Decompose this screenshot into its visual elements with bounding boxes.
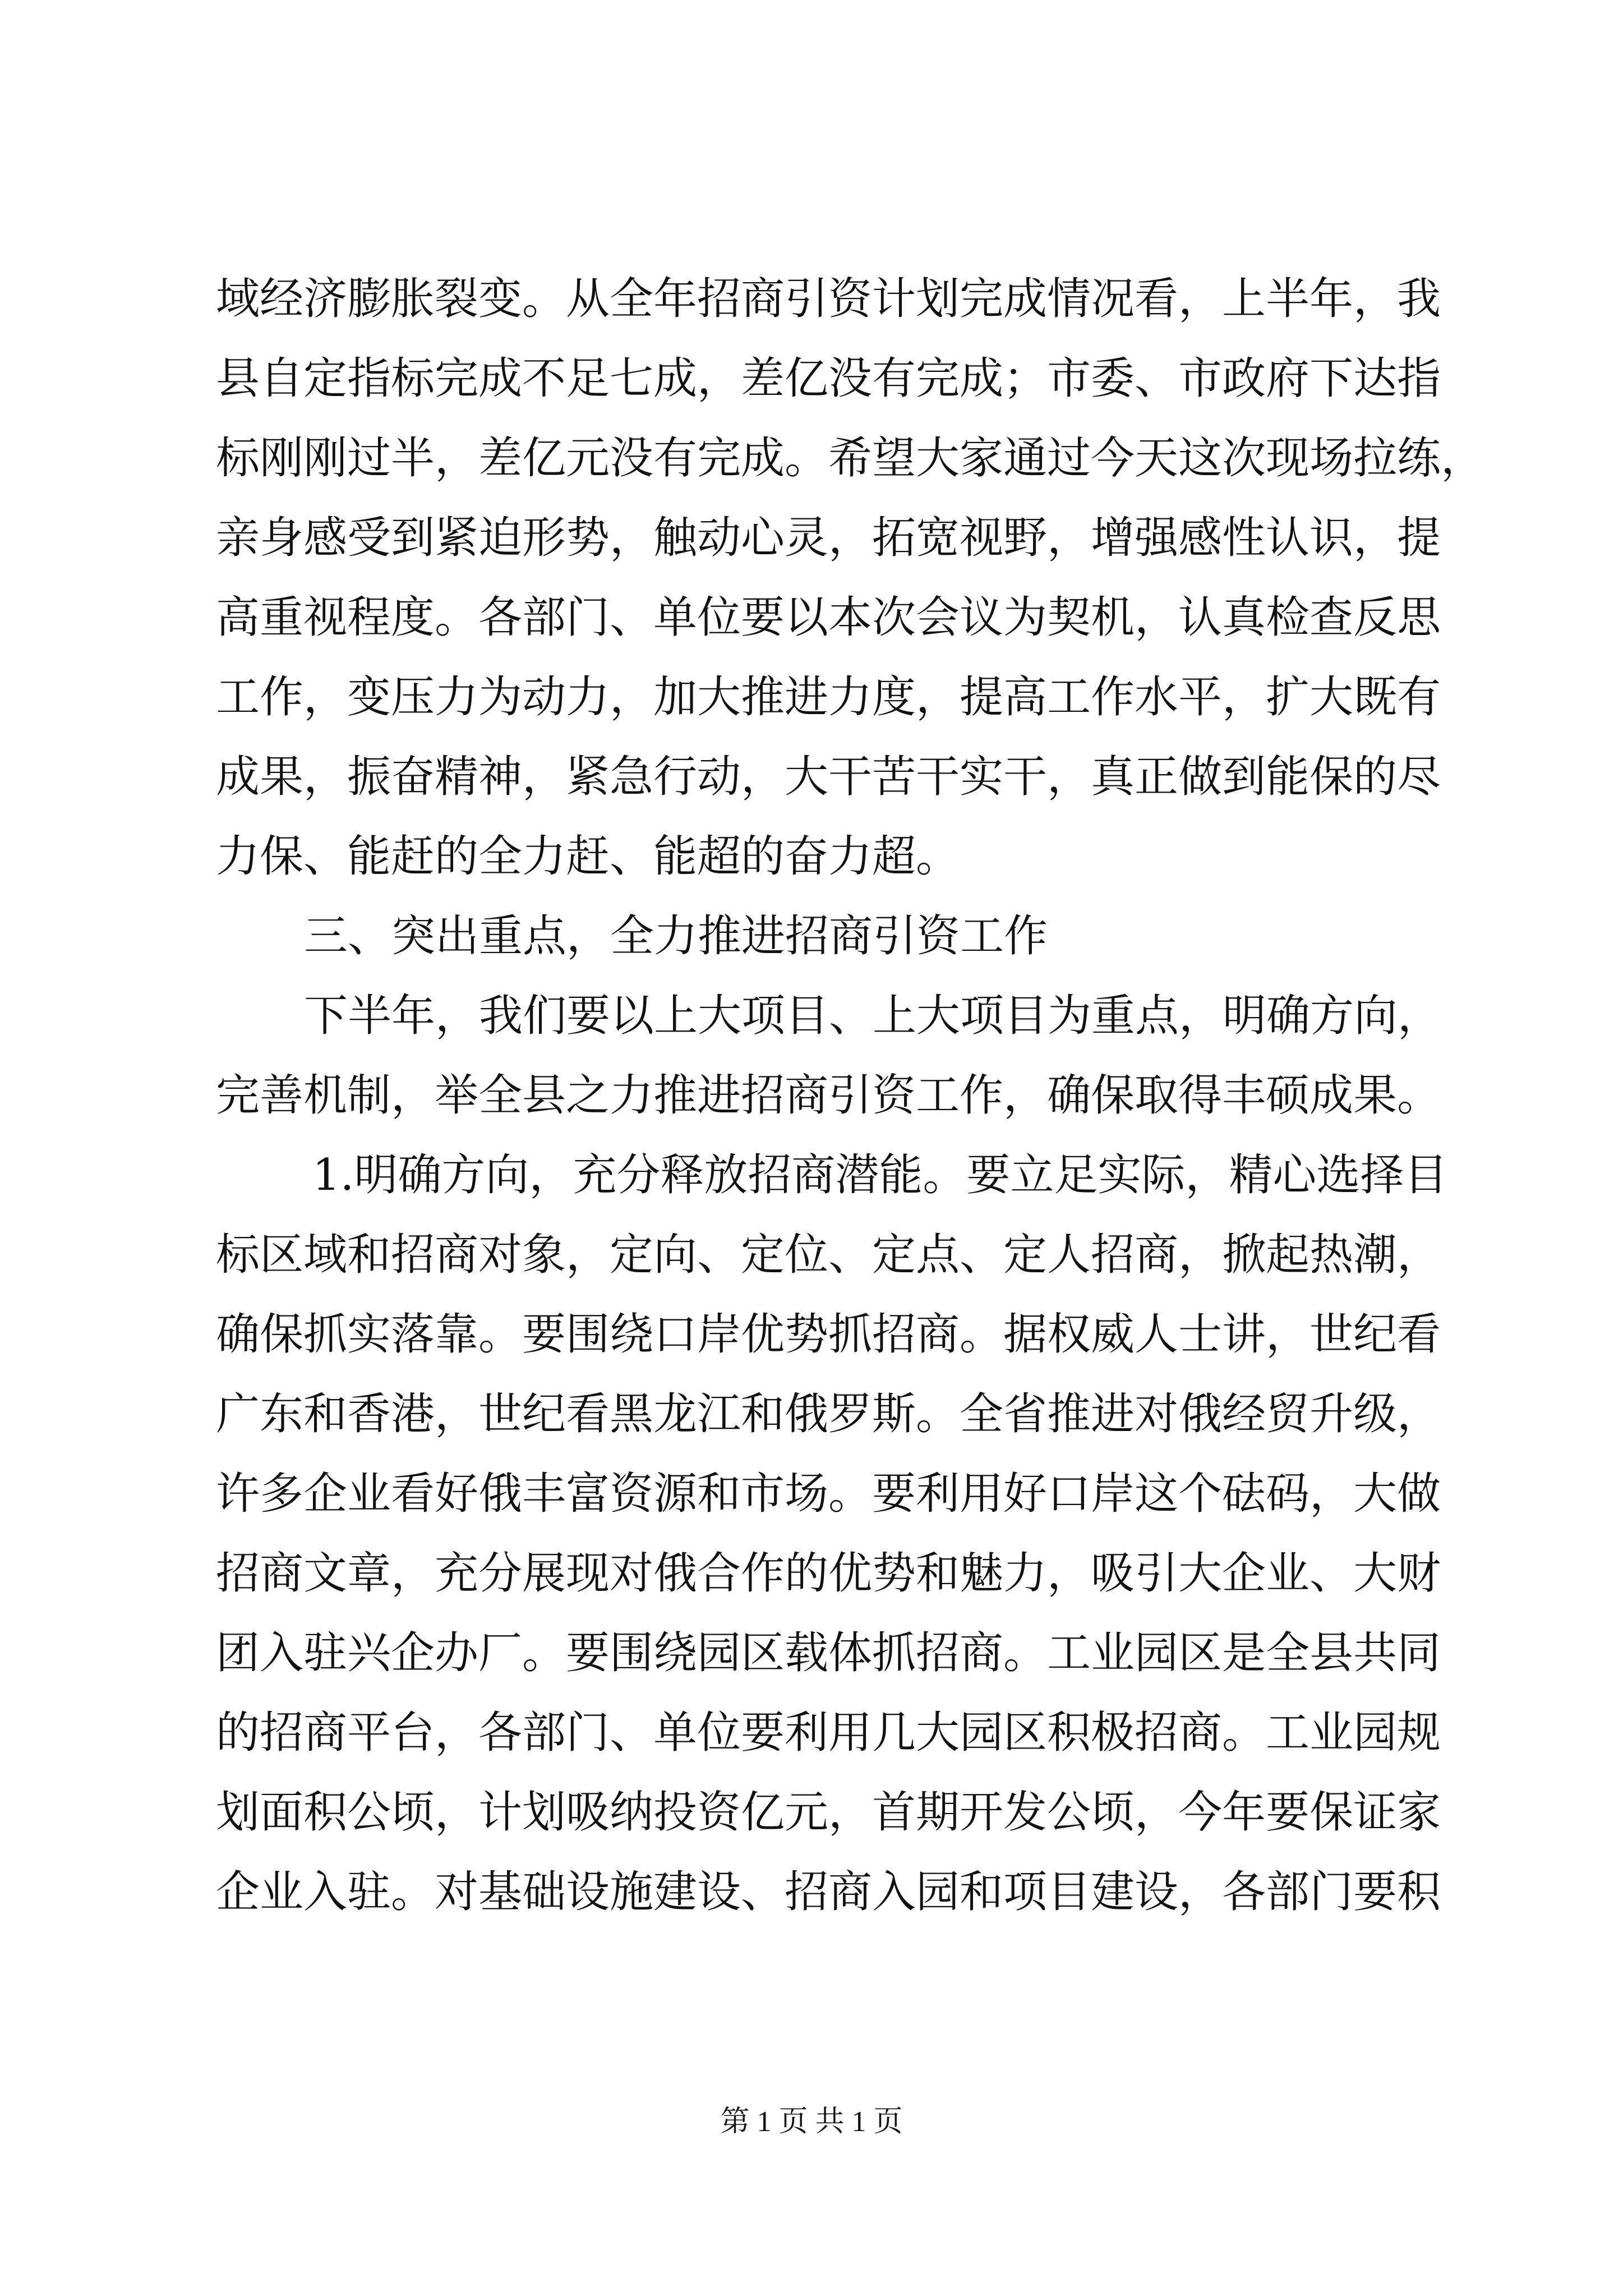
text-line: 高重视程度。各部门、单位要以本次会议为契机，认真检查反思 [216,592,1441,643]
text-line: 工作，变压力为动力，加大推进力度，提高工作水平，扩大既有 [216,672,1441,723]
text-line: 划面积公顷，计划吸纳投资亿元，首期开发公顷，今年要保证家 [216,1787,1441,1838]
text-line: 域经济膨胀裂变。从全年招商引资计划完成情况看，上半年，我 [216,274,1441,324]
document-body [216,259,1485,1932]
text-line: 下半年，我们要以上大项目、上大项目为重点，明确方向， [304,991,1442,1041]
text-line: 完善机制，举全县之力推进招商引资工作，确保取得丰硕成果。 [216,1070,1441,1121]
section-heading: 三、突出重点，全力推进招商引资工作 [304,911,1048,961]
text-line: 团入驻兴企办厂。要围绕园区载体抓招商。工业园区是全县共同 [216,1628,1441,1678]
text-line: 招商文章，充分展现对俄合作的优势和魅力，吸引大企业、大财 [216,1548,1441,1599]
text-line: 的招商平台，各部门、单位要利用几大园区积极招商。工业园规 [216,1708,1441,1758]
text-line: 1.明确方向，充分释放招商潜能。要立足实际，精心选择目 [312,1150,1448,1200]
text-line: 标区域和招商对象，定向、定位、定点、定人招商，掀起热潮， [216,1230,1441,1280]
text-line: 许多企业看好俄丰富资源和市场。要利用好口岸这个砝码，大做 [216,1469,1441,1519]
text-line: 县自定指标完成不足七成，差亿没有完成；市委、市政府下达指 [216,353,1441,404]
text-line: 成果，振奋精神，紧急行动，大干苦干实干，真正做到能保的尽 [216,752,1441,802]
page-footer: 第 1 页 共 1 页 [720,2106,903,2138]
text-line: 标刚刚过半，差亿元没有完成。希望大家通过今天这次现场拉练， [216,433,1485,484]
text-line: 广东和香港，世纪看黑龙江和俄罗斯。全省推进对俄经贸升级， [216,1389,1441,1439]
text-line: 力保、能赶的全力赶、能超的奋力超。 [216,831,960,882]
text-line: 确保抓实落靠。要围绕口岸优势抓招商。据权威人士讲，世纪看 [216,1309,1441,1360]
text-line: 企业入驻。对基础设施建设、招商入园和项目建设，各部门要积 [216,1867,1441,1917]
text-line: 亲身感受到紧迫形势，触动心灵，拓宽视野，增强感性认识，提 [216,513,1441,563]
